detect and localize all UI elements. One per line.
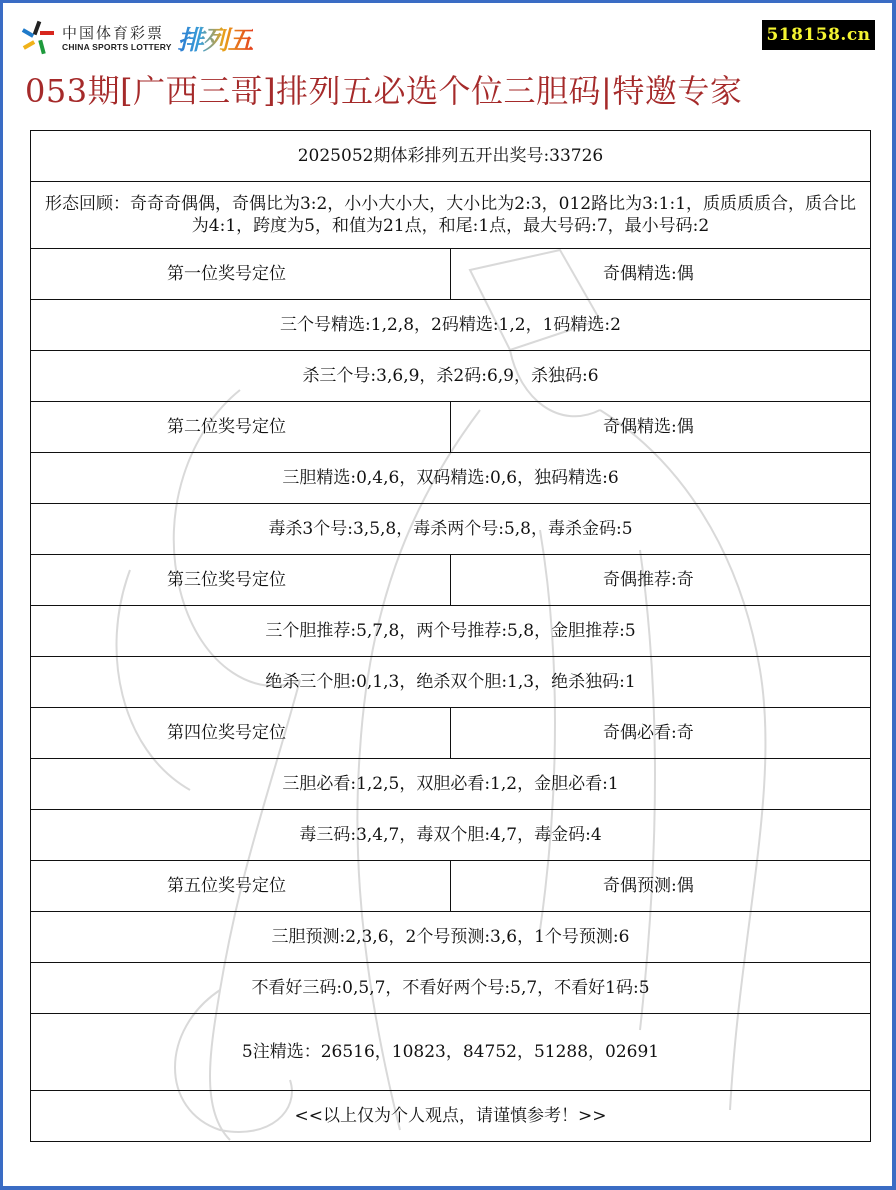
parity-pick [451, 402, 871, 453]
table-row [31, 759, 871, 810]
table-row [31, 1014, 871, 1091]
prediction-line: 毒三码:3,4,7，毒双个胆:4,7，毒金码:4 [31, 810, 871, 861]
prediction-line: 三胆必看:1,2,5，双胆必看:1,2，金胆必看:1 [31, 759, 871, 810]
table-row [31, 810, 871, 861]
position-header-row [31, 708, 871, 759]
logo-en-text: CHINA SPORTS LOTTERY [62, 42, 172, 52]
page-title: 053期[广西三哥]排列五必选个位三胆码|特邀专家 [25, 72, 743, 110]
table-row [31, 1091, 871, 1142]
china-sports-lottery-star-icon [18, 19, 58, 57]
prediction-line: 三胆精选:0,4,6，双码精选:0,6，独码精选:6 [31, 453, 871, 504]
table-row [31, 453, 871, 504]
prediction-line: 杀三个号:3,6,9，杀2码:6,9，杀独码:6 [31, 351, 871, 402]
pattern-review: 形态回顾：奇奇奇偶偶，奇偶比为3:2，小小大小大，大小比为2:3，012路比为3:1:1，质质质质合，质合比为4:1，跨度为5，和值为21点，和尾:1点，最大号码:7，最小号码:2 [31, 182, 871, 249]
table-row [31, 131, 871, 182]
table-row [31, 963, 871, 1014]
position-label [31, 861, 451, 912]
position-label-text: 第一位奖号定位 [167, 264, 286, 284]
position-header-row [31, 249, 871, 300]
prediction-line: 绝杀三个胆:0,1,3，绝杀双个胆:1,3，绝杀独码:1 [31, 657, 871, 708]
prediction-line: 三胆预测:2,3,6，2个号预测:3,6，1个号预测:6 [31, 912, 871, 963]
position-label [31, 249, 451, 300]
prediction-line: 三个号精选:1,2,8，2码精选:1,2，1码精选:2 [31, 300, 871, 351]
five-picks: 5注精选：26516，10823，84752，51288，02691 [31, 1014, 871, 1091]
disclaimer: <<以上仅为个人观点，请谨慎参考！>> [31, 1091, 871, 1142]
table-row [31, 504, 871, 555]
position-label [31, 402, 451, 453]
table-row [31, 912, 871, 963]
parity-pick [451, 249, 871, 300]
draw-result: 2025052期体彩排列五开出奖号:33726 [31, 131, 871, 182]
position-label-text: 第五位奖号定位 [167, 876, 286, 896]
prediction-line: 不看好三码:0,5,7，不看好两个号:5,7，不看好1码:5 [31, 963, 871, 1014]
table-row [31, 606, 871, 657]
parity-pick-text: 奇偶精选:偶 [603, 417, 694, 437]
parity-pick [451, 861, 871, 912]
prediction-table [30, 130, 871, 1142]
china-sports-lottery-logo [18, 18, 253, 58]
position-label [31, 708, 451, 759]
site-badge[interactable]: 518158.cn [762, 20, 875, 50]
parity-pick [451, 555, 871, 606]
position-header-row [31, 555, 871, 606]
parity-pick-text: 奇偶推荐:奇 [603, 570, 694, 590]
logo-cn-text: 中国体育彩票 [62, 24, 165, 42]
position-label [31, 555, 451, 606]
prediction-line: 三个胆推荐:5,7,8，两个号推荐:5,8，金胆推荐:5 [31, 606, 871, 657]
position-header-row [31, 402, 871, 453]
parity-pick-text: 奇偶预测:偶 [603, 876, 694, 896]
table-row [31, 351, 871, 402]
table-row [31, 300, 871, 351]
position-label-text: 第三位奖号定位 [167, 570, 286, 590]
parity-pick-text: 奇偶精选:偶 [603, 264, 694, 284]
position-label-text: 第二位奖号定位 [167, 417, 286, 437]
table-row [31, 182, 871, 249]
parity-pick [451, 708, 871, 759]
position-label-text: 第四位奖号定位 [167, 723, 286, 743]
prediction-line: 毒杀3个号:3,5,8，毒杀两个号:5,8，毒杀金码:5 [31, 504, 871, 555]
table-row [31, 657, 871, 708]
parity-pick-text: 奇偶必看:奇 [603, 723, 694, 743]
position-header-row [31, 861, 871, 912]
logo-product-text: 排列五 [178, 20, 253, 57]
